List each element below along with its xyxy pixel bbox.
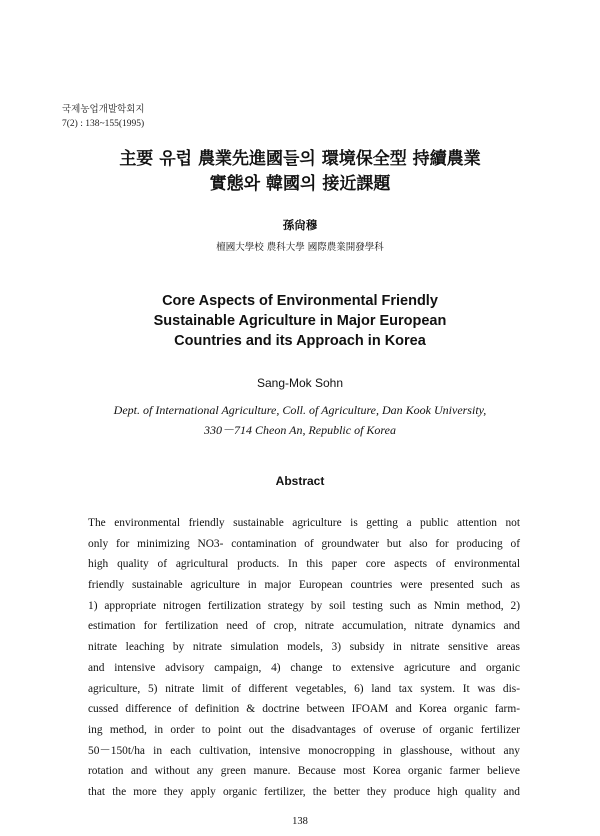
journal-volume: 7(2) : 138~155(1995) <box>62 119 145 129</box>
english-affiliation <box>0 400 600 440</box>
abstract-line: 1) appropriate nitrogen fertilization strategy by soil testing such as Nmin method, 2) <box>88 599 520 612</box>
korean-author: 孫尙穆 <box>282 218 318 232</box>
english-title <box>0 291 600 351</box>
abstract-line: nitrate leaching by nitrate simulation models, 3) subsidy in nitrate sensitive areas <box>88 641 520 654</box>
abstract-line: friendly sustainable agriculture in major European countries were presented such as <box>88 579 520 592</box>
abstract-line: high quality of agricultural products. In this paper core aspects of environmental <box>88 558 520 571</box>
abstract-line: ing method, in order to point out the disadvantages of overuse of organic fertilizer <box>88 723 520 736</box>
abstract-line: that the more they apply organic fertilizer, the better they produce high quality and <box>88 785 520 798</box>
abstract-line: agriculture, 5) nitrate limit of different vegetables, 6) land tax system. It was dis- <box>88 682 520 695</box>
english-author: Sang-Mok Sohn <box>256 376 344 390</box>
korean-title-line-2: 實態와 韓國의 接近課題 <box>209 174 391 194</box>
english-title-line-3: Countries and its Approach in Korea <box>174 333 426 349</box>
english-title-line-2: Sustainable Agriculture in Major European <box>153 313 447 329</box>
abstract-body <box>88 513 520 803</box>
english-title-line-1: Core Aspects of Environmental Friendly <box>162 293 438 309</box>
journal-name: 국제농업개발학회지 <box>62 105 145 115</box>
english-affiliation-line-2: 330－714 Cheon An, Republic of Korea <box>204 423 396 437</box>
korean-affiliation: 檀國大學校 農科大學 國際農業開發學科 <box>216 242 384 253</box>
abstract-line: cussed difference of definition & doctrine between IFOAM and Korea organic farm- <box>88 703 520 716</box>
korean-title-line-1: 主要 유럽 農業先進國들의 環境保全型 持續農業 <box>119 149 481 169</box>
abstract-line: 50－150t/ha in each cultivation, intensive monocropping in glasshouse, without any <box>88 744 520 757</box>
page-number: 138 <box>292 816 308 827</box>
abstract-line: The environmental friendly sustainable agriculture is getting a public attention not <box>88 517 520 529</box>
abstract-line: rotation and without any green manure. Because most Korea organic farmer believe <box>88 765 520 778</box>
journal-citation <box>62 103 145 131</box>
abstract-line: and intensive advisory campaign, 4) change to extensive agricuture and organic <box>88 661 520 674</box>
abstract-line: estimation for fertilization need of crop, nitrate accumulation, nitrate dynamics and <box>88 620 520 633</box>
korean-title <box>0 147 600 197</box>
abstract-line: only for minimizing NO3- contamination of groundwater but also for producing of <box>88 537 520 550</box>
abstract-heading: Abstract <box>275 474 325 488</box>
english-affiliation-line-1: Dept. of International Agriculture, Coll. of Agriculture, Dan Kook University, <box>113 403 487 417</box>
